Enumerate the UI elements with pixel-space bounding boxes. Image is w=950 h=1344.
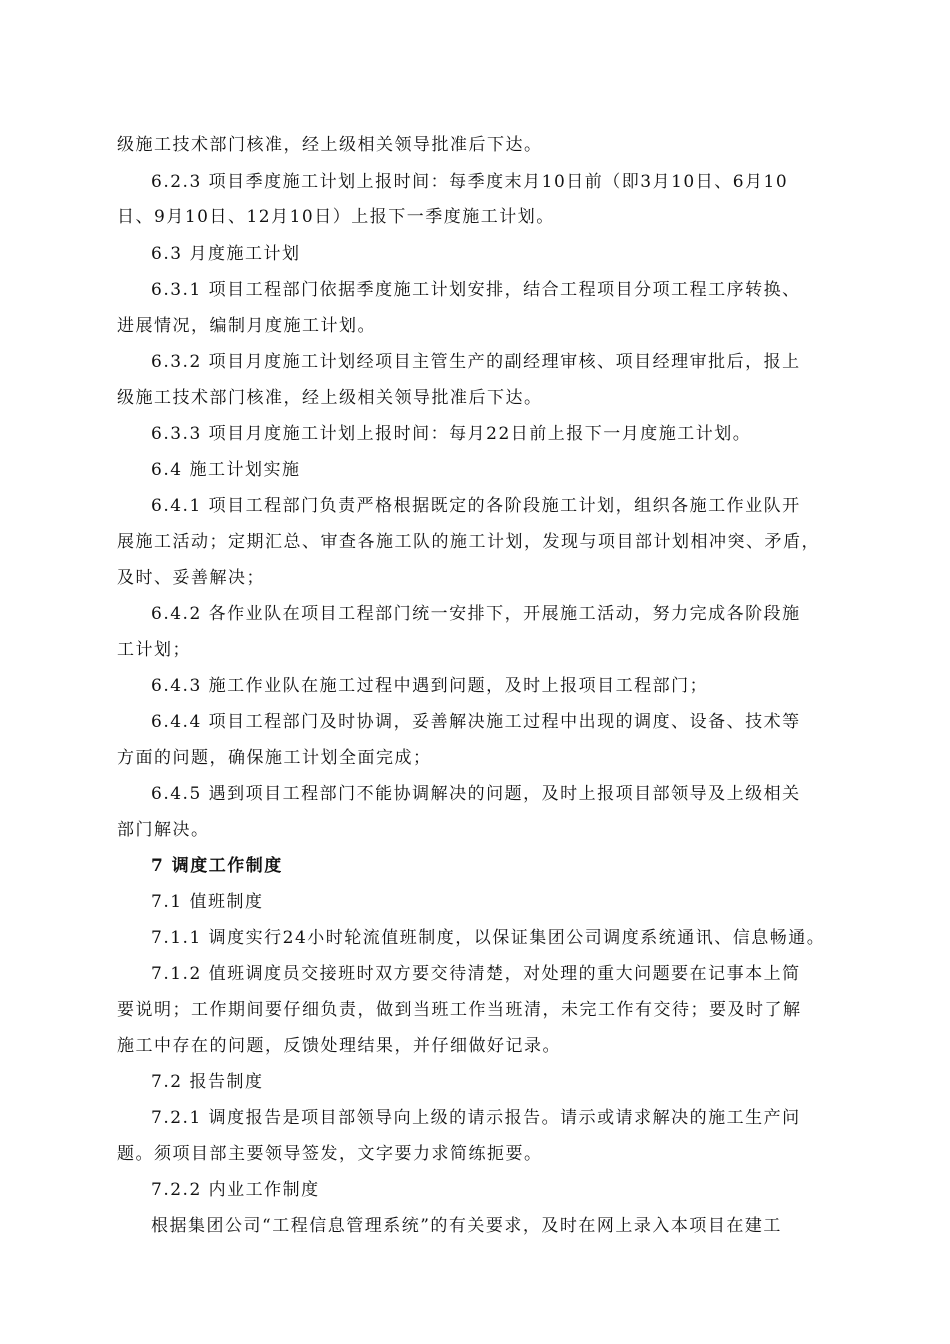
text-line: 6.4.3 施工作业队在施工过程中遇到问题，及时上报项目工程部门； (151, 676, 709, 696)
text-line: 6.3.1 项目工程部门依据季度施工计划安排，结合工程项目分项工程工序转换、 (151, 280, 801, 300)
text-line: 7.2.1 调度报告是项目部领导向上级的请示报告。请示或请求解决的施工生产问 (151, 1108, 801, 1128)
text-line: 部门解决。 (117, 820, 210, 840)
section-heading: 6.4 施工计划实施 (151, 460, 301, 480)
text-line: 进展情况，编制月度施工计划。 (117, 316, 376, 336)
text-line: 根据集团公司“工程信息管理系统”的有关要求，及时在网上录入本项目在建工 (151, 1216, 782, 1236)
section-heading: 7.2.2 内业工作制度 (151, 1180, 320, 1200)
section-heading: 7.1 值班制度 (151, 892, 264, 912)
text-line: 级施工技术部门核准，经上级相关领导批准后下达。 (117, 388, 543, 408)
text-line: 6.2.3 项目季度施工计划上报时间：每季度末月10日前（即3月10日、6月10 (151, 172, 789, 192)
text-line: 及时、妥善解决； (117, 568, 265, 588)
text-line: 施工中存在的问题，反馈处理结果，并仔细做好记录。 (117, 1036, 561, 1056)
section-heading: 7.2 报告制度 (151, 1072, 264, 1092)
text-line: 6.4.5 遇到项目工程部门不能协调解决的问题，及时上报项目部领导及上级相关 (151, 784, 801, 804)
text-line: 6.3.2 项目月度施工计划经项目主管生产的副经理审核、项目经理审批后，报上 (151, 352, 801, 372)
text-line: 6.4.4 项目工程部门及时协调，妥善解决施工过程中出现的调度、设备、技术等 (151, 712, 801, 732)
text-line: 7.1.1 调度实行24小时轮流值班制度，以保证集团公司调度系统通讯、信息畅通。 (151, 928, 826, 948)
text-line: 题。须项目部主要领导签发，文字要力求简练扼要。 (117, 1144, 543, 1164)
text-line: 6.3.3 项目月度施工计划上报时间：每月22日前上报下一月度施工计划。 (151, 424, 752, 444)
text-line: 6.4.2 各作业队在项目工程部门统一安排下，开展施工活动，努力完成各阶段施 (151, 604, 801, 624)
text-line: 级施工技术部门核准，经上级相关领导批准后下达。 (117, 135, 543, 155)
section-heading: 6.3 月度施工计划 (151, 244, 301, 264)
text-line: 要说明；工作期间要仔细负责，做到当班工作当班清，未完工作有交待；要及时了解 (117, 1000, 802, 1020)
chapter-heading: 7 调度工作制度 (151, 856, 283, 876)
text-line: 日、9月10日、12月10日）上报下一季度施工计划。 (117, 207, 555, 227)
text-line: 展施工活动；定期汇总、审查各施工队的施工计划，发现与项目部计划相冲突、矛盾， (117, 532, 820, 552)
text-line: 6.4.1 项目工程部门负责严格根据既定的各阶段施工计划，组织各施工作业队开 (151, 496, 801, 516)
text-line: 7.1.2 值班调度员交接班时双方要交待清楚，对处理的重大问题要在记事本上简 (151, 964, 801, 984)
text-line: 方面的问题，确保施工计划全面完成； (117, 748, 432, 768)
text-line: 工计划； (117, 640, 191, 660)
